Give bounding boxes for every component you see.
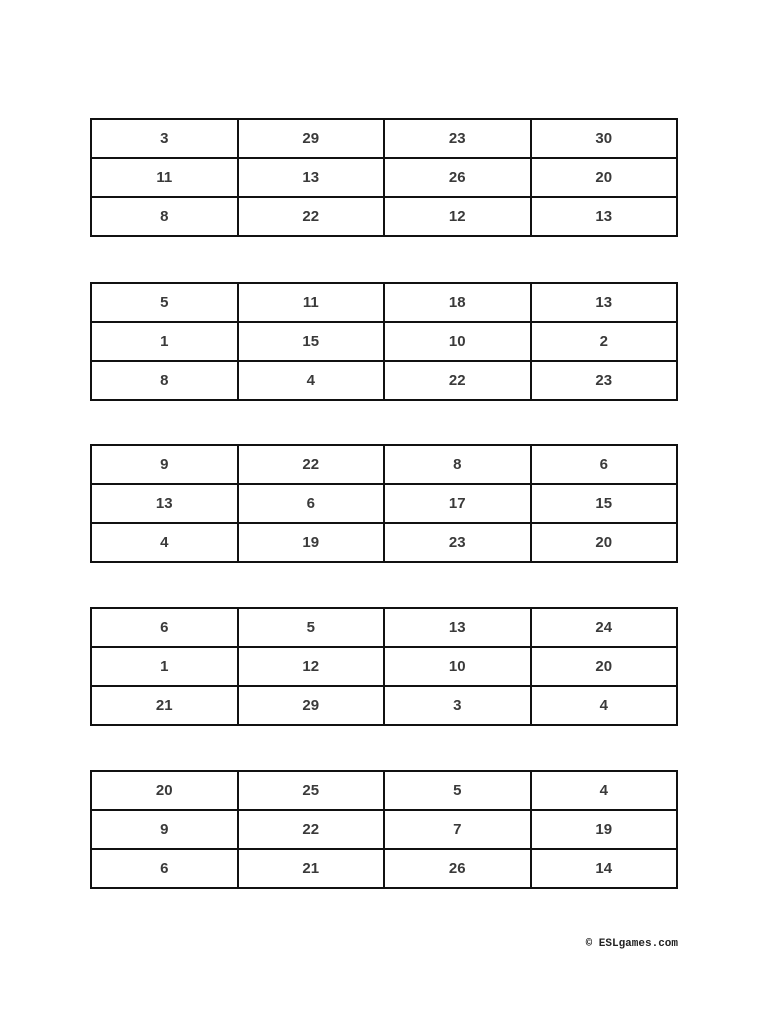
card-cell: 5 [384, 771, 531, 810]
card-cell: 8 [91, 361, 238, 400]
card-cell: 20 [531, 158, 678, 197]
card-cell: 13 [91, 484, 238, 523]
card-cell: 15 [238, 322, 385, 361]
card-cell: 1 [91, 647, 238, 686]
card-cell: 14 [531, 849, 678, 888]
card-cell: 10 [384, 322, 531, 361]
card-cell: 11 [238, 283, 385, 322]
card-cell: 20 [91, 771, 238, 810]
card-cell: 13 [238, 158, 385, 197]
card-cell: 19 [531, 810, 678, 849]
card-cell: 17 [384, 484, 531, 523]
card-cell: 29 [238, 119, 385, 158]
card-cell: 26 [384, 849, 531, 888]
card-cell: 4 [91, 523, 238, 562]
card-cell: 29 [238, 686, 385, 725]
card-cell: 22 [238, 445, 385, 484]
card-cell: 6 [91, 608, 238, 647]
card-cell: 13 [531, 283, 678, 322]
card-cell: 21 [238, 849, 385, 888]
card-cell: 10 [384, 647, 531, 686]
card-cell: 6 [238, 484, 385, 523]
card-cell: 5 [91, 283, 238, 322]
card-cell: 22 [238, 197, 385, 236]
card-cell: 11 [91, 158, 238, 197]
card-cell: 2 [531, 322, 678, 361]
card-cell: 18 [384, 283, 531, 322]
bingo-card-1 [90, 118, 678, 237]
card-cell: 22 [384, 361, 531, 400]
bingo-card-4 [90, 607, 678, 726]
card-cell: 4 [531, 771, 678, 810]
card-cell: 12 [238, 647, 385, 686]
card-cell: 23 [384, 523, 531, 562]
card-cell: 23 [384, 119, 531, 158]
card-cell: 3 [91, 119, 238, 158]
card-cell: 13 [531, 197, 678, 236]
card-cell: 22 [238, 810, 385, 849]
card-cell: 1 [91, 322, 238, 361]
card-cell: 3 [384, 686, 531, 725]
card-cell: 4 [531, 686, 678, 725]
bingo-card-3 [90, 444, 678, 563]
bingo-card-5 [90, 770, 678, 889]
card-cell: 21 [91, 686, 238, 725]
card-cell: 6 [91, 849, 238, 888]
card-cell: 4 [238, 361, 385, 400]
card-cell: 25 [238, 771, 385, 810]
card-cell: 8 [384, 445, 531, 484]
card-cell: 7 [384, 810, 531, 849]
card-cell: 13 [384, 608, 531, 647]
card-cell: 26 [384, 158, 531, 197]
card-cell: 9 [91, 445, 238, 484]
bingo-card-2 [90, 282, 678, 401]
card-cell: 30 [531, 119, 678, 158]
card-cell: 9 [91, 810, 238, 849]
card-cell: 5 [238, 608, 385, 647]
card-cell: 8 [91, 197, 238, 236]
card-cell: 20 [531, 647, 678, 686]
card-cell: 15 [531, 484, 678, 523]
card-cell: 24 [531, 608, 678, 647]
card-cell: 19 [238, 523, 385, 562]
copyright-notice: © ESLgames.com [585, 938, 678, 950]
card-cell: 20 [531, 523, 678, 562]
card-cell: 12 [384, 197, 531, 236]
card-cell: 23 [531, 361, 678, 400]
card-cell: 6 [531, 445, 678, 484]
